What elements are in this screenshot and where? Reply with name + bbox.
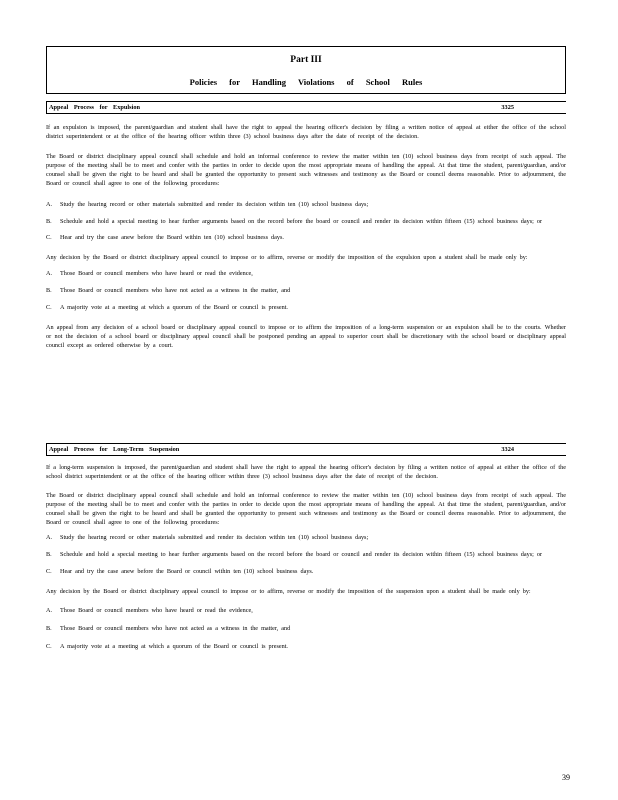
list-item-label: B. <box>46 286 52 294</box>
list-item-text: Those Board or council members who have not acted as a witness in the matter, and <box>60 286 291 294</box>
section-number: 3324 <box>501 446 514 453</box>
list-item-text: Those Board or council members who have heard or read the evidence, <box>60 607 253 615</box>
section-suspension-appeal <box>46 443 566 652</box>
paragraph: If a long-term suspension is imposed, the parent/guardian and student shall have the right to appeal the hearing officer's decision by filing a written notice of appeal at either the office of the school district superintendent or at the office of the hearing officer within three (3) school business days after the date of receipt of the decision. <box>46 464 566 480</box>
list-item <box>46 234 566 243</box>
list-item-text: Those Board or council members who have not acted as a witness in the matter, and <box>60 624 291 632</box>
list-item-label: B. <box>46 551 52 559</box>
page-number: 39 <box>562 773 570 782</box>
list-item-label: A. <box>46 534 53 542</box>
paragraph: If an expulsion is imposed, the parent/guardian and student shall have the right to appeal the hearing officer's decision by filing a written notice of appeal at either the office of the school district superintendent or at the office of the hearing officer within three (3) school business days after the date of receipt of the decision. <box>46 124 566 140</box>
part-title-box <box>46 46 566 94</box>
list-item-label: B. <box>46 218 52 226</box>
list-item-text: Those Board or council members who have heard or read the evidence, <box>60 270 253 278</box>
section-number: 3325 <box>501 104 514 111</box>
list-item-text: Hear and try the case anew before the Board or council within ten (10) school business days. <box>60 568 314 576</box>
list-item <box>46 270 566 279</box>
section-heading <box>46 443 566 456</box>
list-item-label: A. <box>46 201 53 209</box>
list-item <box>46 551 566 560</box>
section-heading-text: Appeal Process for Expulsion <box>49 104 141 111</box>
list-item <box>46 607 566 616</box>
list-item-label: C. <box>46 568 52 576</box>
list-item-label: B. <box>46 624 52 632</box>
list-item <box>46 287 566 296</box>
list-item-text: Schedule and hold a special meeting to hear further arguments based on the record before the board or council and render its decision within fifteen (15) school business days; or <box>60 218 543 226</box>
section-expulsion-appeal <box>46 101 566 351</box>
list-item-label: A. <box>46 270 53 278</box>
list-item-label: A. <box>46 607 53 615</box>
list-item <box>46 643 566 652</box>
list-item-label: C. <box>46 234 52 242</box>
list-item <box>46 304 566 313</box>
part-heading: Part III <box>290 55 322 65</box>
section-heading <box>46 101 566 114</box>
paragraph: Any decision by the Board or district disciplinary appeal council to impose or to affirm, reverse or modify the imposition of the expulsion upon a student shall be made only by: <box>46 254 528 262</box>
list-item-text: Study the hearing record or other materials submitted and render its decision within ten (10) school business days; <box>60 534 369 542</box>
list-item-text: Study the hearing record or other materials submitted and render its decision within ten (10) school business days; <box>60 201 369 209</box>
list-item <box>46 568 566 577</box>
list-item-text: A majority vote at a meeting at which a quorum of the Board or council is present. <box>60 642 288 650</box>
section-heading-text: Appeal Process for Long-Term Suspension <box>49 446 180 453</box>
list-item-text: Schedule and hold a special meeting to hear further arguments based on the record before the board or council and render its decision within fifteen (15) school business days; or <box>60 551 543 559</box>
list-item <box>46 218 566 227</box>
list-item <box>46 201 566 210</box>
paragraph: The Board or district disciplinary appeal council shall schedule and hold an informal conference to review the matter within ten (10) school business days from receipt of such appeal. The purpose of the meeting shall be to meet and confer with the parties in order to decide upon the most appropriate means of handling the appeal. At that time the student, parent/guardian, and/or counsel shall be given the right to be heard and shall be granted the opportunity to present such witnesses and testimony as the Board or council deems reasonable. Prior to adjournment, the Board or council shall agree to one of the following procedures: <box>46 152 566 187</box>
list-item-label: C. <box>46 303 52 311</box>
list-item-text: Hear and try the case anew before the Board within ten (10) school business days. <box>60 234 284 242</box>
list-item-text: A majority vote at a meeting at which a quorum of the Board or council is present. <box>60 303 288 311</box>
document-title: Policies for Handling Violations of School Rules <box>189 77 423 87</box>
list-item-label: C. <box>46 642 52 650</box>
list-item <box>46 534 566 543</box>
paragraph: The Board or district disciplinary appeal council shall schedule and hold an informal conference to review the matter within ten (10) school business days from receipt of such appeal. The purpose of the meeting shall be to meet and confer with the parties in order to decide upon the most appropriate means of handling the appeal. At that time the student, parent/guardian, and/or counsel shall be given the right to be heard and shall be granted the opportunity to present such witnesses and testimony as the Board or council deems reasonable. Prior to adjournment, the Board or council shall agree to one of the following procedures: <box>46 491 566 526</box>
list-item <box>46 625 566 634</box>
paragraph: Any decision by the Board or district disciplinary appeal council to impose or to affirm, reverse or modify the imposition of the suspension upon a student shall be made only by: <box>46 588 531 596</box>
paragraph: An appeal from any decision of a school board or disciplinary appeal council to impose or to affirm the imposition of a long-term suspension or an expulsion shall be to the courts. Whether or not the decision of a school board or disciplinary appeal council shall be postponed pending an appeal to superior court shall be discretionary with the school board or disciplinary appeal council except as ordered otherwise by a court. <box>46 323 566 349</box>
